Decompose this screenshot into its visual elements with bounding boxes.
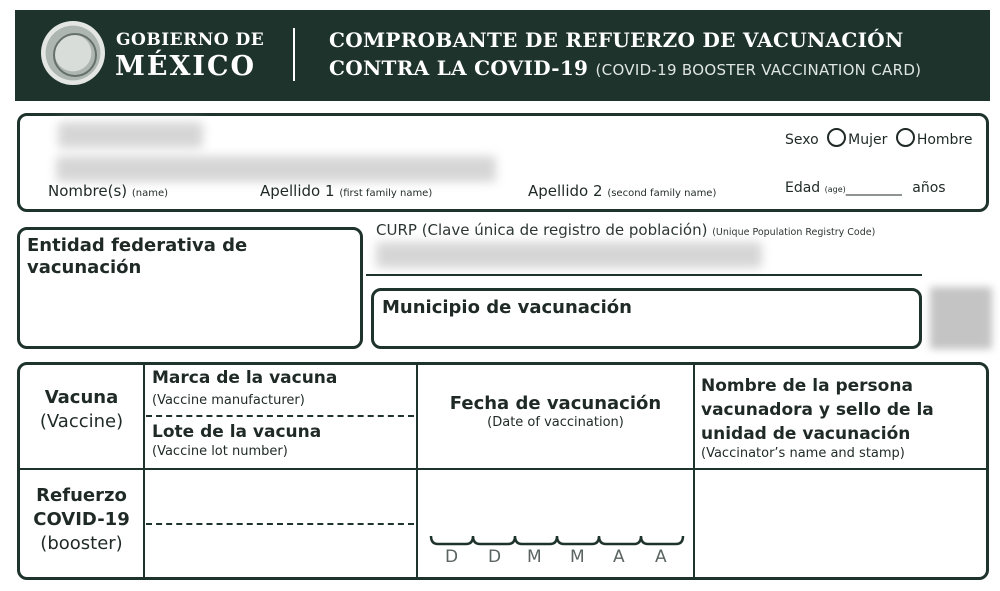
seal-inner-ring xyxy=(53,33,97,77)
age-unit: años xyxy=(912,180,946,196)
redacted-given-name xyxy=(58,122,203,148)
vaccinator-label-en: (Vaccinator’s name and stamp) xyxy=(701,446,905,461)
date-header-cell xyxy=(418,393,693,430)
date-format-a1: A xyxy=(613,547,625,567)
table-dashed-divider-header xyxy=(146,415,414,417)
card-header xyxy=(15,10,990,101)
age-field xyxy=(785,180,946,196)
radio-hombre[interactable] xyxy=(896,128,915,147)
redacted-family-names xyxy=(56,156,496,182)
lot-label: Lote de la vacuna xyxy=(152,422,322,442)
booster-label-line1: Refuerzo xyxy=(36,485,127,506)
surname2-label-en: (second family name) xyxy=(607,188,717,199)
vaccinator-label-line3: unidad de vacunación xyxy=(701,424,911,444)
curp-label: CURP (Clave única de registro de población) xyxy=(376,221,708,239)
brand-input-cell[interactable] xyxy=(146,471,414,522)
date-input-comb[interactable] xyxy=(428,528,690,552)
date-format-m2: M xyxy=(570,547,585,567)
table-vline-1 xyxy=(143,365,145,577)
surname1-field-label xyxy=(260,182,432,200)
vaccine-label: Vacuna xyxy=(44,387,119,408)
municipio-label: Municipio de vacunación xyxy=(382,297,632,318)
municipio-box[interactable] xyxy=(371,288,922,349)
redacted-curp-value xyxy=(376,242,762,268)
table-dashed-divider-body xyxy=(146,523,414,525)
booster-label-line2: COVID-19 xyxy=(33,509,130,530)
date-format-d2: D xyxy=(488,547,502,567)
sex-label: Sexo xyxy=(785,132,819,148)
date-label: Fecha de vacunación xyxy=(449,393,662,414)
government-line1: GOBIERNO DE xyxy=(116,30,265,50)
card-title-english: (COVID-19 BOOSTER VACCINATION CARD) xyxy=(595,61,922,79)
vaccinator-stamp-cell[interactable] xyxy=(697,471,983,575)
date-format-d1: D xyxy=(445,547,459,567)
lot-label-en: (Vaccine lot number) xyxy=(152,444,288,459)
vaccine-label-en: (Vaccine) xyxy=(39,411,124,432)
name-label-en: (name) xyxy=(131,188,169,199)
curp-label-en: (Unique Population Registry Code) xyxy=(712,227,876,238)
age-label-en: (age) xyxy=(824,185,846,194)
government-line2: MÉXICO xyxy=(115,51,257,82)
brand-label-en: (Vaccine manufacturer) xyxy=(152,393,305,408)
vaccinator-label-line2: vacunadora y sello de la xyxy=(701,400,934,420)
age-label: Edad xyxy=(785,180,821,196)
vaccine-header-cell xyxy=(20,386,143,434)
curp-underline xyxy=(366,274,922,276)
surname1-label: Apellido 1 xyxy=(260,182,335,200)
table-vline-3 xyxy=(693,365,695,577)
brand-label: Marca de la vacuna xyxy=(152,368,338,388)
table-hline xyxy=(20,468,986,470)
lot-input-cell[interactable] xyxy=(146,527,414,575)
card-title-line2-text: CONTRA LA COVID-19 xyxy=(329,56,589,80)
name-label: Nombre(s) xyxy=(48,182,128,200)
header-divider xyxy=(293,28,295,81)
vaccinator-label-line1: Nombre de la persona xyxy=(701,376,913,396)
name-field-label xyxy=(48,182,168,200)
surname2-field-label xyxy=(528,182,716,200)
sex-selector xyxy=(785,128,973,148)
curp-field-label xyxy=(376,221,875,239)
date-format-m1: M xyxy=(527,547,542,567)
date-label-en: (Date of vaccination) xyxy=(487,415,624,430)
booster-row-header xyxy=(20,484,143,556)
sex-option-hombre: Hombre xyxy=(916,132,973,148)
booster-label-en: (booster) xyxy=(40,533,123,554)
sex-option-mujer: Mujer xyxy=(848,132,888,148)
entidad-label: Entidad federativa de vacunación xyxy=(27,235,248,278)
coat-of-arms-seal-icon xyxy=(41,21,105,85)
date-format-a2: A xyxy=(655,547,667,567)
card-title-line1: COMPROBANTE DE REFUERZO DE VACUNACIÓN xyxy=(329,28,904,52)
redacted-qr-code xyxy=(930,287,992,349)
surname2-label: Apellido 2 xyxy=(528,182,603,200)
radio-mujer[interactable] xyxy=(827,128,846,147)
age-blank-line[interactable]: ________ xyxy=(845,180,902,196)
personal-info-box xyxy=(17,113,989,212)
entidad-federativa-box[interactable] xyxy=(17,227,363,349)
card-title-line2 xyxy=(329,56,921,80)
surname1-label-en: (first family name) xyxy=(339,188,433,199)
